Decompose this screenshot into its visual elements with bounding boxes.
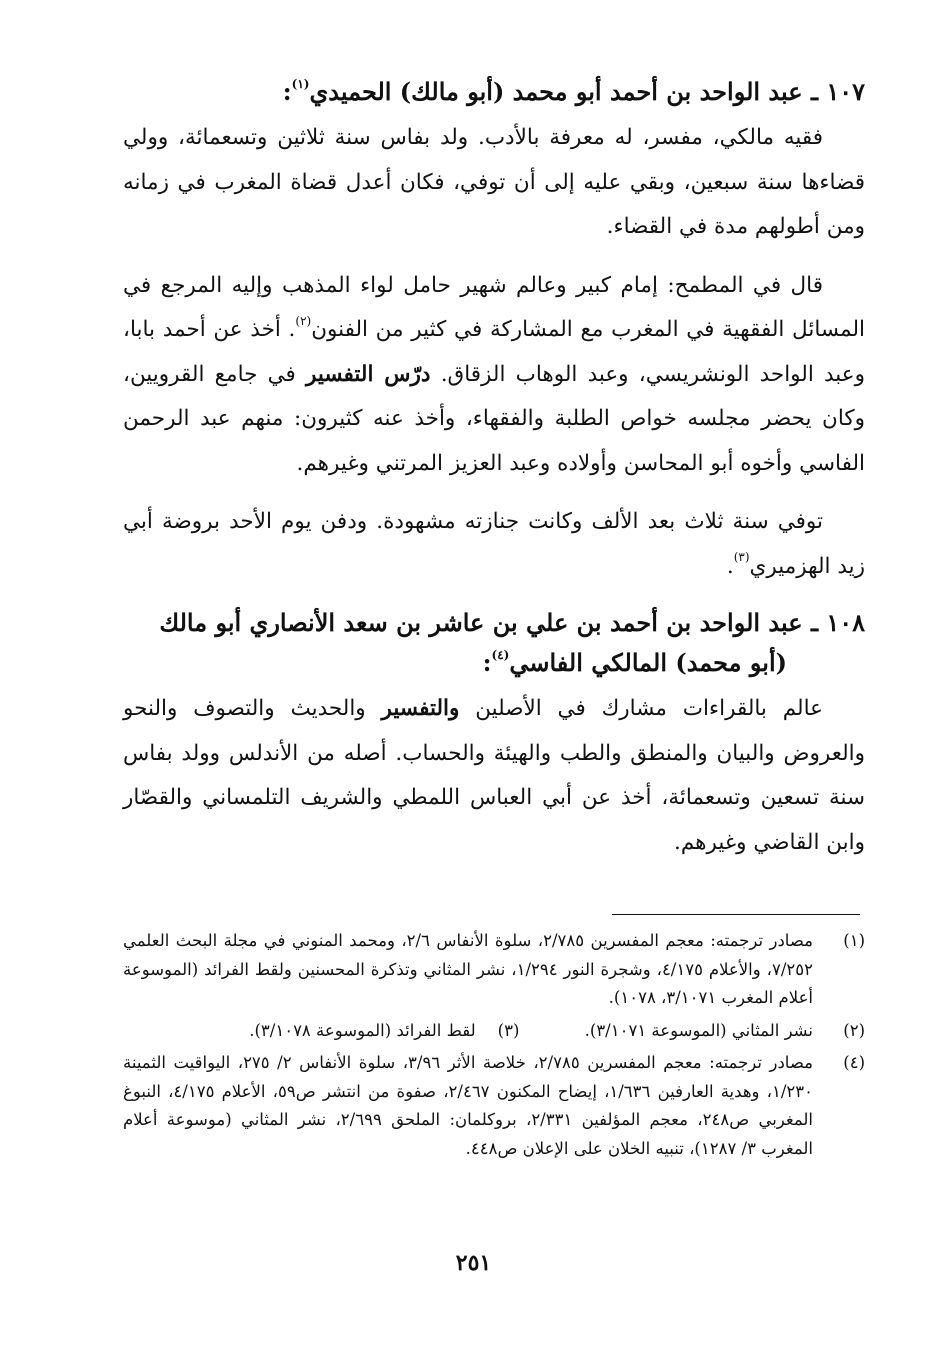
entry-108-p1-part-b: والحديث والتصوف والنحو والعروض والبيان والمنطق والطب والهيئة والحساب. أصله من الأندلس وولد بفاس سنة تسعين وتسعمائة، أخذ عن أبي العباس اللمطي والشريف التلمساني والقصّار وابن القاضي وغيرهم. bbox=[123, 696, 865, 855]
footnote-ref-1[interactable]: (١) bbox=[291, 77, 310, 91]
page-number: ٢٥١ bbox=[455, 1250, 492, 1276]
entry-108-title-colon: : bbox=[482, 648, 492, 677]
footnote-1-text: مصادر ترجمته: معجم المفسرين ٢/٧٨٥، سلوة الأنفاس ٢/٦، ومحمد المنوني في مجلة البحث العلمي ٧/٢٥٢، والأعلام ٤/١٧٥، وشجرة النور ١/٢٩٤، نشر المثاني وتذكرة المحسنين ولقط الفرائد (الموسوعة أعلام المغرب ٣/١٠٧١، ١٠٧٨). bbox=[123, 931, 813, 1007]
entry-108-title bbox=[123, 603, 865, 683]
footnote-4 bbox=[123, 1049, 865, 1163]
entry-107-paragraph-3 bbox=[123, 500, 865, 589]
footnote-3-number: (٣) bbox=[497, 1020, 520, 1040]
footnote-4-text: مصادر ترجمته: معجم المفسرين ٢/٧٨٥، خلاصة الأثر ٣/٩٦، سلوة الأنفاس ٢/ ٢٧٥، اليواقيت الثمينة ١/٢٣٠، وهدية العارفين ١/٦٣٦، إيضاح المكنون ٢/٤٦٧، صفوة من انتشر ص٥٩، الأعلام ٤/١٧٥، النبوغ المغربي ص٢٤٨، معجم المؤلفين ٢/٣٣١، بروكلمان: الملحق ٢/٦٩٩، نشر المثاني (موسوعة أعلام المغرب ٣/ ١٢٨٧)، تنبيه الخلان على الإعلان ص٤٤٨. bbox=[123, 1053, 813, 1158]
entry-108-title-line-2-text: (أبو محمد) المالكي الفاسي bbox=[509, 648, 787, 677]
entry-107-title-text: ١٠٧ ـ عبد الواحد بن أحمد أبو محمد (أبو مالك) الحميدي bbox=[309, 77, 865, 106]
entry-108-title-line-1: ١٠٨ ـ عبد الواحد بن أحمد بن علي بن عاشر بن سعد الأنصاري أبو مالك bbox=[159, 608, 865, 637]
footnote-1 bbox=[123, 927, 865, 1013]
footnote-separator bbox=[612, 914, 860, 915]
entry-107-paragraph-1: فقيه مالكي، مفسر، له معرفة بالأدب. ولد بفاس سنة ثلاثين وتسعمائة، وولي قضاءها سنة سبعين، وبقي عليه إلى أن توفي، فكان أعدل قضاة المغرب في زمانه ومن أطولهم مدة في القضاء. bbox=[123, 125, 865, 239]
footnote-1-number: (١) bbox=[843, 931, 865, 950]
entry-108-paragraph-1 bbox=[123, 687, 865, 865]
entry-107-paragraph-2 bbox=[123, 264, 865, 487]
entry-107-p2-part-b: . أخذ عن أحمد بابا، وعبد الواحد الونشريسي، وعبد الوهاب الزقاق. bbox=[123, 317, 865, 387]
entry-107-p2-part-a: قال في المطمح: إمام كبير وعالم شهير حامل لواء المذهب وإليه المرجع في المسائل الفقهية في المغرب مع المشاركة في كثير من الفنون bbox=[123, 272, 866, 342]
entry-107-p3-text: توفي سنة ثلاث بعد الألف وكانت جنازته مشهودة. ودفن يوم الأحد بروضة أبي زيد الهزميري bbox=[123, 509, 865, 579]
main-text bbox=[123, 72, 865, 879]
entry-107-p2-part-c: في جامع القرويين، وكان يحضر مجلسه خواص الطلبة والفقهاء، وأخذ عنه كثيرون: منهم عبد الرحمن الفاسي وأخوه أبو المحاسن وأولاده وعبد العزيز المرتني وغيرهم. bbox=[123, 361, 865, 476]
footnote-3 bbox=[249, 1021, 519, 1040]
entry-107-bold-tafsir: درّس التفسير bbox=[306, 361, 431, 387]
footnote-ref-3[interactable]: (٣) bbox=[733, 550, 750, 565]
footnote-2-text: نشر المثاني (الموسوعة ٣/١٠٧١). bbox=[584, 1020, 813, 1040]
footnote-3-text: لقط الفرائد (الموسوعة ٣/١٠٧٨). bbox=[249, 1020, 476, 1040]
footnotes bbox=[123, 927, 865, 1167]
entry-108-title-line-2 bbox=[123, 643, 865, 683]
footnote-ref-2[interactable]: (٢) bbox=[295, 313, 312, 328]
entry-108-p1-part-a: عالم بالقراءات مشارك في الأصلين bbox=[475, 696, 823, 721]
footnote-ref-4[interactable]: (٤) bbox=[491, 648, 510, 662]
entry-107-title-colon: : bbox=[282, 77, 292, 106]
footnote-2-3-row bbox=[123, 1017, 865, 1046]
entry-107-p3-end: . bbox=[726, 553, 734, 579]
entry-107-title bbox=[123, 72, 865, 112]
footnote-2-number: (٢) bbox=[843, 1020, 865, 1040]
entry-108-bold-tafsir: والتفسير bbox=[381, 696, 460, 721]
footnote-4-number: (٤) bbox=[843, 1053, 865, 1072]
